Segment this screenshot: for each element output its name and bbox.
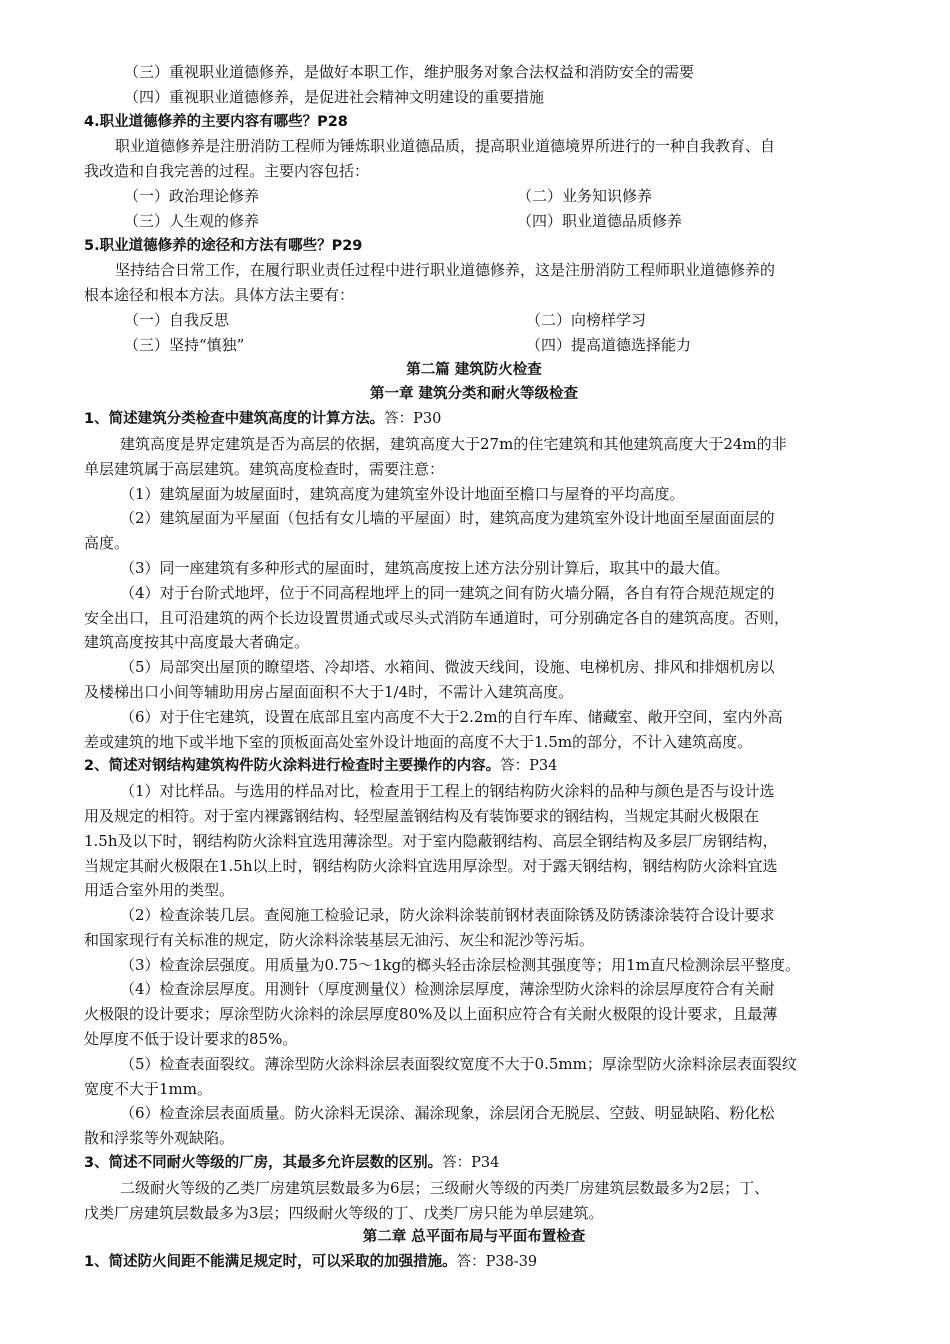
paragraph-line: 及楼梯出口小间等辅助用房占屋面面积不大于1/4时，不需计入建筑高度。 — [84, 682, 574, 701]
answer-ref: 答：P30 — [384, 411, 442, 428]
paragraph-line: 用及规定的相符。对于室内裸露钢结构、轻型屋盖钢结构及有装饰要求的钢结构，当规定其耐火极限在 — [84, 806, 760, 825]
paragraph: 根本途径和根本方法。具体方法主要有： — [84, 286, 355, 305]
chapter-title: 第一章 建筑分类和耐火等级检查 — [369, 386, 579, 403]
paragraph: （四）重视职业道德修养，是促进社会精神文明建设的重要措施 — [124, 87, 545, 106]
question-heading: 4.职业道德修养的主要内容有哪些？P28 — [84, 113, 348, 130]
list-item: （二）向榜样学习 — [526, 310, 647, 329]
list-row — [84, 184, 864, 209]
question-heading — [84, 407, 864, 432]
paragraph-line: 宽度不大于1mm。 — [84, 1079, 212, 1098]
list-row — [84, 308, 864, 333]
question-text: 1、简述建筑分类检查中建筑高度的计算方法。 — [84, 411, 385, 428]
chapter-title: 第二章 总平面布局与平面布置检查 — [362, 1229, 586, 1246]
paragraph-line: 散和浮浆等外观缺陷。 — [84, 1129, 235, 1148]
paragraph-line: 处厚度不低于设计要求的85%。 — [84, 1030, 298, 1049]
answer-ref: 答：P34 — [442, 1155, 500, 1172]
paragraph-line: （2）建筑屋面为平屋面（包括有女儿墙的平屋面）时，建筑高度为建筑室外设计地面至屋面面层的 — [120, 509, 775, 528]
paragraph: 职业道德修养是注册消防工程师为锤炼职业道德品质，提高职业道德境界所进行的一种自我教育、自 — [115, 137, 776, 156]
paragraph-line: 建筑高度是界定建筑是否为高层的依据，建筑高度大于27m的住宅建筑和其他建筑高度大于24m的非 — [120, 434, 787, 453]
list-item: （四）职业道德品质修养 — [517, 211, 683, 230]
question-heading — [84, 754, 864, 779]
question-heading — [84, 1250, 864, 1275]
answer-ref: 答：P34 — [500, 758, 558, 775]
paragraph-line: （5）局部突出屋顶的瞭望塔、冷却塔、水箱间、微波天线间，设施、电梯机房、排风和排烟机房以 — [120, 658, 775, 677]
question-text: 2、简述对钢结构建筑构件防火涂料进行检查时主要操作的内容。 — [84, 758, 501, 775]
paragraph-line: （4）检查涂层厚度。用测针（厚度测量仪）检测涂层厚度，薄涂型防火涂料的涂层厚度符合有关耐 — [120, 980, 775, 999]
paragraph-line: （1）建筑屋面为坡屋面时，建筑高度为建筑室外设计地面至檐口与屋脊的平均高度。 — [120, 484, 685, 503]
list-item: （三）坚持“慎独” — [124, 335, 245, 354]
paragraph-line: （1）对比样品。与选用的样品对比，检查用于工程上的钢结构防火涂料的品种与颜色是否与设计选 — [120, 782, 775, 801]
paragraph-line: 二级耐火等级的乙类厂房建筑层数最多为6层；三级耐火等级的丙类厂房建筑层数最多为2层；丁、 — [120, 1178, 770, 1197]
part-title: 第二篇 建筑防火检查 — [406, 361, 542, 378]
question-text: 1、简述防火间距不能满足规定时，可以采取的加强措施。 — [84, 1254, 457, 1271]
paragraph-line: 差或建筑的地下或半地下室的顶板面高处室外设计地面的高度不大于1.5m的部分，不计入建筑高度。 — [84, 732, 753, 751]
list-item: （一）政治理论修养 — [124, 186, 260, 205]
list-item: （一）自我反思 — [124, 310, 230, 329]
list-item: （二）业务知识修养 — [517, 186, 653, 205]
question-heading — [84, 1151, 864, 1176]
paragraph: 我改造和自我完善的过程。主要内容包括： — [84, 162, 370, 181]
paragraph-line: 高度。 — [84, 534, 130, 553]
paragraph-line: （6）对于住宅建筑，设置在底部且室内高度不大于2.2m的自行车库、储藏室、敞开空间，室内外高 — [120, 707, 783, 726]
paragraph-line: （3）检查涂层强度。用质量为0.75～1kg的榔头轻击涂层检测其强度等；用1m直尺检测涂层平整度。 — [120, 955, 800, 974]
list-item: （三）人生观的修养 — [124, 211, 260, 230]
paragraph-line: 1.5h及以下时，钢结构防火涂料宜选用薄涂型。对于室内隐蔽钢结构、高层全钢结构及多层厂房钢结构， — [84, 831, 778, 850]
paragraph-line: 戊类厂房建筑层数最多为3层；四级耐火等级的丁、戊类厂房只能为单层建筑。 — [84, 1203, 604, 1222]
answer-ref: 答：P38-39 — [456, 1254, 538, 1271]
paragraph-line: （5）检查表面裂纹。薄涂型防火涂料涂层表面裂纹宽度不大于0.5mm；厚涂型防火涂料涂层表面裂纹 — [120, 1054, 797, 1073]
list-row — [84, 209, 864, 234]
paragraph-line: 单层建筑属于高层建筑。建筑高度检查时，需要注意： — [84, 459, 445, 478]
list-item: （四）提高道德选择能力 — [526, 335, 692, 354]
paragraph-line: 当规定其耐火极限在1.5h以上时，钢结构防火涂料宜选用厚涂型。对于露天钢结构，钢结构防火涂料宜选 — [84, 856, 778, 875]
paragraph-line: 建筑高度按其中高度最大者确定。 — [84, 633, 310, 652]
paragraph-line: （2）检查涂装几层。查阅施工检验记录，防火涂料涂装前钢材表面除锈及防锈漆涂装符合设计要求 — [120, 906, 775, 925]
paragraph-line: 安全出口，且可沿建筑的两个长边设置贯通式或尽头式消防车通道时，可分别确定各自的建筑高度。否则， — [84, 608, 790, 627]
paragraph-line: 和国家现行有关标准的规定，防火涂料涂装基层无油污、灰尘和泥沙等污垢。 — [84, 930, 595, 949]
paragraph: 坚持结合日常工作，在履行职业责任过程中进行职业道德修养，这是注册消防工程师职业道德修养的 — [115, 261, 776, 280]
paragraph-line: （6）检查涂层表面质量。防火涂料无误涂、漏涂现象，涂层闭合无脱层、空鼓、明显缺陷、粉化松 — [120, 1104, 775, 1123]
paragraph-line: （3）同一座建筑有多种形式的屋面时，建筑高度按上述方法分别计算后，取其中的最大值。 — [120, 558, 730, 577]
paragraph: （三）重视职业道德修养，是做好本职工作，维护服务对象合法权益和消防安全的需要 — [124, 63, 695, 81]
list-row — [84, 333, 864, 358]
paragraph-line: 用适合室外用的类型。 — [84, 881, 235, 900]
paragraph-line: 火极限的设计要求；厚涂型防火涂料的涂层厚度80%及以上面积应符合有关耐火极限的设计要求，且最薄 — [84, 1005, 778, 1024]
question-heading: 5.职业道德修养的途径和方法有哪些？P29 — [84, 237, 363, 254]
paragraph-line: （4）对于台阶式地坪，位于不同高程地坪上的同一建筑之间有防火墙分隔，各自有符合规范规定的 — [120, 583, 775, 602]
question-text: 3、简述不同耐火等级的厂房，其最多允许层数的区别。 — [84, 1155, 443, 1172]
